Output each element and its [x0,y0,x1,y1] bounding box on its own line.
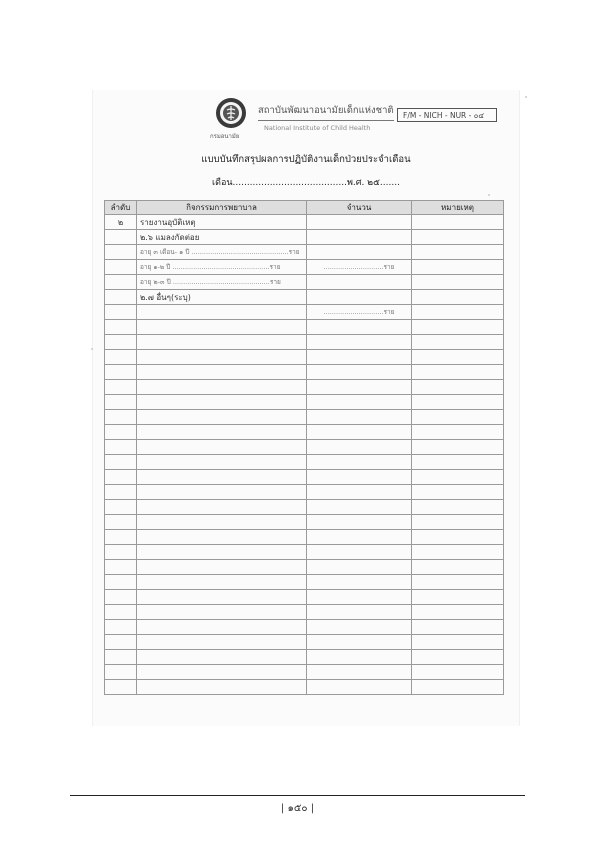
row-order-cell [105,500,137,515]
table-row [105,260,504,275]
table-row [105,470,504,485]
row-order-cell [105,590,137,605]
table-row [105,275,504,290]
row-count-cell [307,335,412,350]
row-note-cell [412,665,504,680]
row-activity-cell [137,365,307,380]
row-activity-cell [137,470,307,485]
logo-caption: กรมอนามัย [210,133,240,140]
row-note-cell [412,620,504,635]
row-note-cell [412,455,504,470]
table-row [105,365,504,380]
row-activity-cell [137,575,307,590]
table-row [105,320,504,335]
table-row [105,215,504,230]
table-row [105,650,504,665]
row-order-cell [105,380,137,395]
row-activity-cell: อายุ ๓ เดือน- ๑ ปี ...............................................ราย [137,245,307,260]
table-row [105,425,504,440]
row-count-cell [307,590,412,605]
table-row [105,395,504,410]
row-order-cell: ๒ [105,215,137,230]
row-order-cell [105,320,137,335]
row-note-cell [412,530,504,545]
row-order-cell [105,425,137,440]
row-count-cell: .............................ราย [307,260,412,275]
row-count-cell [307,470,412,485]
row-activity-cell [137,545,307,560]
row-count-cell [307,350,412,365]
row-activity-cell [137,455,307,470]
row-count-cell [307,365,412,380]
row-note-cell [412,245,504,260]
row-activity-cell [137,560,307,575]
row-order-cell [105,275,137,290]
row-count-cell [307,635,412,650]
row-activity-cell [137,680,307,695]
row-note-cell [412,605,504,620]
table-row [105,530,504,545]
table-row [105,560,504,575]
row-note-cell [412,635,504,650]
row-count-cell [307,650,412,665]
row-note-cell [412,290,504,305]
table-row [105,350,504,365]
table-row [105,500,504,515]
row-order-cell [105,560,137,575]
row-note-cell [412,545,504,560]
form-code-box: F/M - NICH - NUR - ๐๔ [397,108,497,122]
row-activity-cell: รายงานอุบัติเหตุ [137,215,307,230]
form-title: แบบบันทึกสรุปผลการปฏิบัติงานเด็กป่วยประจำเดือน [201,154,411,165]
row-note-cell [412,590,504,605]
row-count-cell [307,440,412,455]
row-order-cell [105,350,137,365]
column-header-activity: กิจกรรมการพยาบาล [137,201,307,215]
row-activity-cell [137,530,307,545]
row-activity-cell [137,620,307,635]
table-row [105,440,504,455]
row-order-cell [105,665,137,680]
institute-name-english: National Institute of Child Health [264,124,371,132]
row-activity-cell [137,425,307,440]
row-count-cell [307,500,412,515]
row-activity-cell: ๒.๗ อื่นๆ(ระบุ) [137,290,307,305]
row-order-cell [105,635,137,650]
table-row [105,245,504,260]
table-row [105,335,504,350]
row-note-cell [412,650,504,665]
row-count-cell [307,530,412,545]
form-month-year-line: เดือน........................................พ.ศ. ๒๕....... [212,178,400,188]
row-order-cell [105,620,137,635]
row-count-cell: .............................ราย [307,305,412,320]
row-activity-cell [137,665,307,680]
row-activity-cell [137,305,307,320]
row-activity-cell [137,395,307,410]
row-order-cell [105,485,137,500]
row-note-cell [412,305,504,320]
row-activity-cell [137,485,307,500]
page-number-value: ๑๕๐ [287,803,308,814]
row-activity-cell: ๒.๖ แมลงกัดต่อย [137,230,307,245]
form-header [93,90,519,150]
row-note-cell [412,500,504,515]
table-row [105,665,504,680]
row-count-cell [307,575,412,590]
table-row [105,515,504,530]
row-note-cell [412,425,504,440]
row-order-cell [105,245,137,260]
row-order-cell [105,515,137,530]
table-row [105,680,504,695]
column-header-order: ลำดับ [105,201,137,215]
row-order-cell [105,455,137,470]
row-count-cell [307,215,412,230]
row-activity-cell: อายุ ๒-๓ ปี ...............................................ราย [137,275,307,290]
row-order-cell [105,650,137,665]
row-order-cell [105,575,137,590]
department-of-health-logo [215,97,247,129]
row-order-cell [105,680,137,695]
row-order-cell [105,605,137,620]
row-note-cell [412,485,504,500]
row-note-cell [412,365,504,380]
institute-name-thai: สถาบันพัฒนาอนามัยเด็กแห่งชาติ [258,103,394,121]
row-order-cell [105,260,137,275]
row-note-cell [412,275,504,290]
row-count-cell [307,245,412,260]
row-activity-cell [137,650,307,665]
table-row [105,290,504,305]
row-activity-cell [137,500,307,515]
row-count-cell [307,515,412,530]
row-count-cell [307,320,412,335]
row-count-cell [307,485,412,500]
row-activity-cell [137,320,307,335]
row-note-cell [412,320,504,335]
row-count-cell [307,290,412,305]
row-order-cell [105,530,137,545]
row-order-cell [105,230,137,245]
column-header-count: จำนวน [307,201,412,215]
table-row [105,620,504,635]
row-order-cell [105,545,137,560]
row-activity-cell [137,590,307,605]
row-count-cell [307,455,412,470]
row-note-cell [412,380,504,395]
row-activity-cell [137,440,307,455]
row-count-cell [307,230,412,245]
table-row [105,230,504,245]
row-count-cell [307,380,412,395]
row-activity-cell [137,410,307,425]
row-note-cell [412,230,504,245]
footer-rule [70,795,525,796]
row-note-cell [412,560,504,575]
row-order-cell [105,440,137,455]
row-order-cell [105,290,137,305]
row-activity-cell [137,605,307,620]
table-row [105,410,504,425]
table-row [105,575,504,590]
table-row [105,455,504,470]
table-row [105,605,504,620]
scanned-form-page [92,90,520,726]
table-row [105,485,504,500]
row-note-cell [412,215,504,230]
row-count-cell [307,560,412,575]
row-note-cell [412,335,504,350]
table-row [105,545,504,560]
row-note-cell [412,575,504,590]
row-order-cell [105,305,137,320]
table-row [105,380,504,395]
row-activity-cell [137,380,307,395]
row-order-cell [105,335,137,350]
column-header-note: หมายเหตุ [412,201,504,215]
table-row [105,635,504,650]
row-count-cell [307,545,412,560]
row-count-cell [307,620,412,635]
row-activity-cell [137,350,307,365]
row-note-cell [412,350,504,365]
row-order-cell [105,395,137,410]
row-order-cell [105,470,137,485]
row-note-cell [412,515,504,530]
row-note-cell [412,680,504,695]
activity-table [104,200,504,695]
row-count-cell [307,605,412,620]
table-row [105,590,504,605]
row-activity-cell [137,635,307,650]
row-order-cell [105,365,137,380]
row-activity-cell: อายุ ๑-๒ ปี ...............................................ราย [137,260,307,275]
table-header-row [105,201,504,215]
row-activity-cell [137,515,307,530]
row-count-cell [307,425,412,440]
page-number: | ๑๕๐ | [280,803,315,814]
row-note-cell [412,395,504,410]
row-note-cell [412,410,504,425]
row-count-cell [307,680,412,695]
row-activity-cell [137,335,307,350]
row-note-cell [412,470,504,485]
table-row [105,305,504,320]
row-order-cell [105,410,137,425]
row-count-cell [307,275,412,290]
row-count-cell [307,395,412,410]
row-count-cell [307,410,412,425]
row-count-cell [307,665,412,680]
row-note-cell [412,260,504,275]
row-note-cell [412,440,504,455]
